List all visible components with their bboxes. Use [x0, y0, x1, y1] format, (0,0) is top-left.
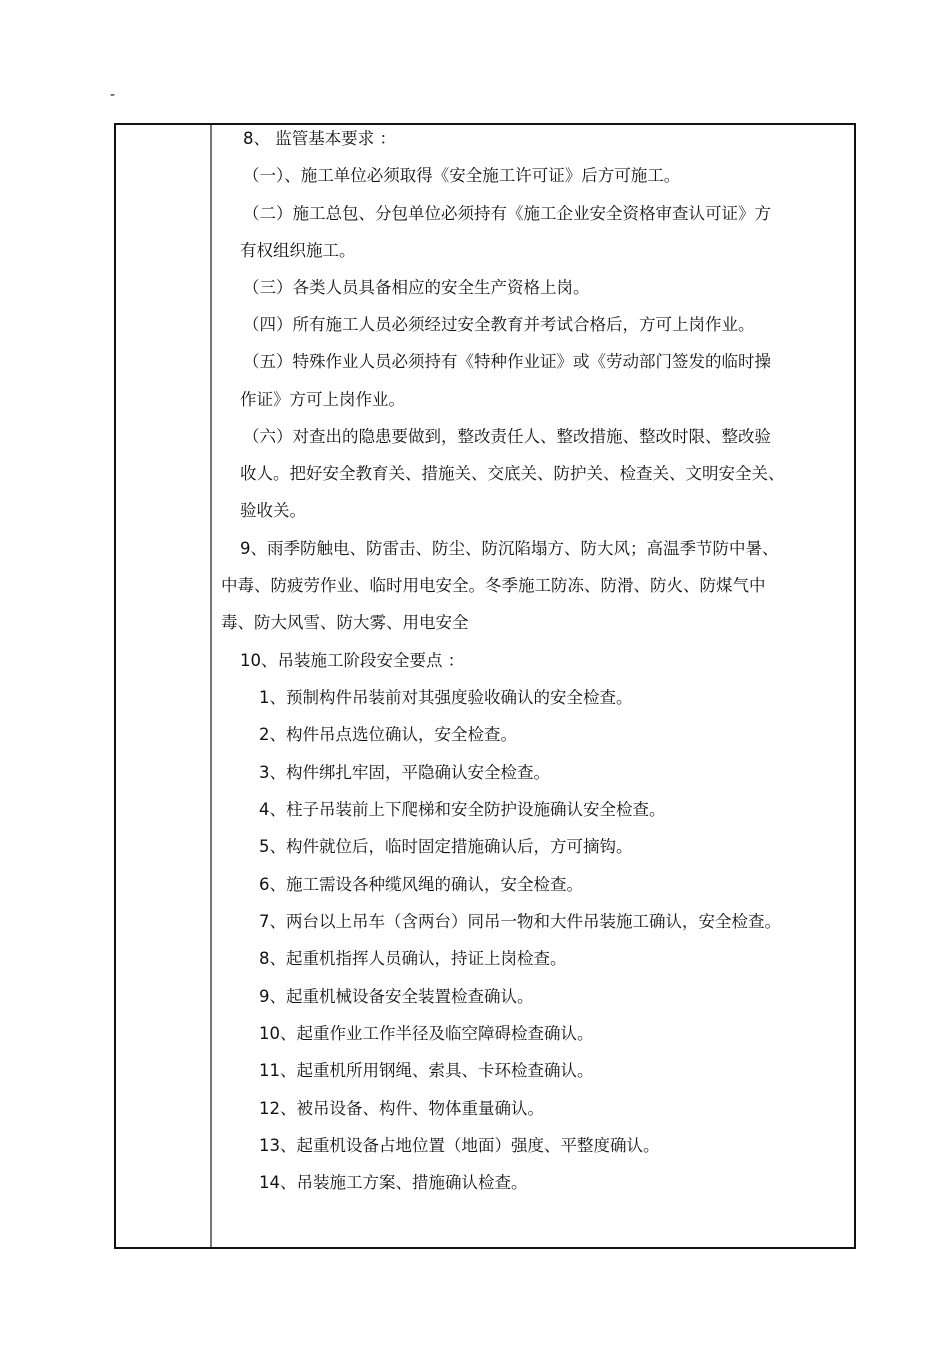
text-line: 9、雨季防触电、防雷击、防尘、防沉陷塌方、防大风；高温季节防中暑、	[240, 539, 779, 558]
text-line: 10、吊装施工阶段安全要点 ：	[240, 651, 465, 670]
text-line: 4、柱子吊装前上下爬梯和安全防护设施确认安全检查。	[259, 800, 666, 819]
text-line: 6、施工需设各种缆风绳的确认，安全检查。	[259, 875, 583, 894]
text-line: 12、被吊设备、构件、物体重量确认。	[259, 1099, 544, 1118]
text-line: （五）特殊作业人员必须持有《特种作业证》或《劳动部门签发的临时操	[243, 352, 771, 371]
text-line: （四）所有施工人员必须经过安全教育并考试合格后，方可上岗作业。	[243, 315, 755, 334]
header-mark: -	[110, 87, 116, 103]
content-cell	[116, 125, 854, 1247]
text-line: 作证》方可上岗作业。	[240, 390, 405, 409]
text-line: （三）各类人员具备相应的安全生产资格上岗。	[243, 278, 590, 297]
text-line: （一）、施工单位必须取得《安全施工许可证》后方可施工。	[243, 166, 681, 185]
text-line: 10、起重作业工作半径及临空障碍检查确认。	[259, 1024, 594, 1043]
text-line: 有权组织施工。	[240, 241, 356, 260]
text-line: （二）施工总包、分包单位必须持有《施工企业安全资格审查认可证》方	[243, 204, 771, 223]
text-line: 7、两台以上吊车（含两台）同吊一物和大件吊装施工确认，安全检查。	[259, 912, 781, 931]
text-line: 中毒、防疲劳作业、临时用电安全。冬季施工防冻、防滑、防火、防煤气中	[221, 576, 766, 595]
text-line: 8、 监管基本要求 ：	[243, 129, 396, 148]
text-line: 8、起重机指挥人员确认，持证上岗检查。	[259, 949, 567, 968]
text-line: 5、构件就位后，临时固定措施确认后，方可摘钩。	[259, 837, 633, 856]
text-line: 验收关。	[240, 501, 306, 520]
text-line: 13、起重机设备占地位置（地面）强度、平整度确认。	[259, 1136, 660, 1155]
text-line: 1、预制构件吊装前对其强度验收确认的安全检查。	[259, 688, 633, 707]
text-line: 14、吊装施工方案、措施确认检查。	[259, 1173, 528, 1192]
document-table	[114, 123, 856, 1249]
text-line: （六）对查出的隐患要做到，整改责任人、整改措施、整改时限、整改验	[243, 427, 771, 446]
text-line: 毒、防大风雪、防大雾、用电安全	[221, 613, 469, 632]
text-line: 11、起重机所用钢绳、索具、卡环检查确认。	[259, 1061, 594, 1080]
text-line: 9、起重机械设备安全装置检查确认。	[259, 987, 534, 1006]
text-line: 收人。把好安全教育关、措施关、交底关、防护关、检查关、文明安全关、	[240, 464, 785, 483]
text-line: 3、构件绑扎牢固，平隐确认安全检查。	[259, 763, 550, 782]
text-line: 2、构件吊点选位确认，安全检查。	[259, 725, 517, 744]
